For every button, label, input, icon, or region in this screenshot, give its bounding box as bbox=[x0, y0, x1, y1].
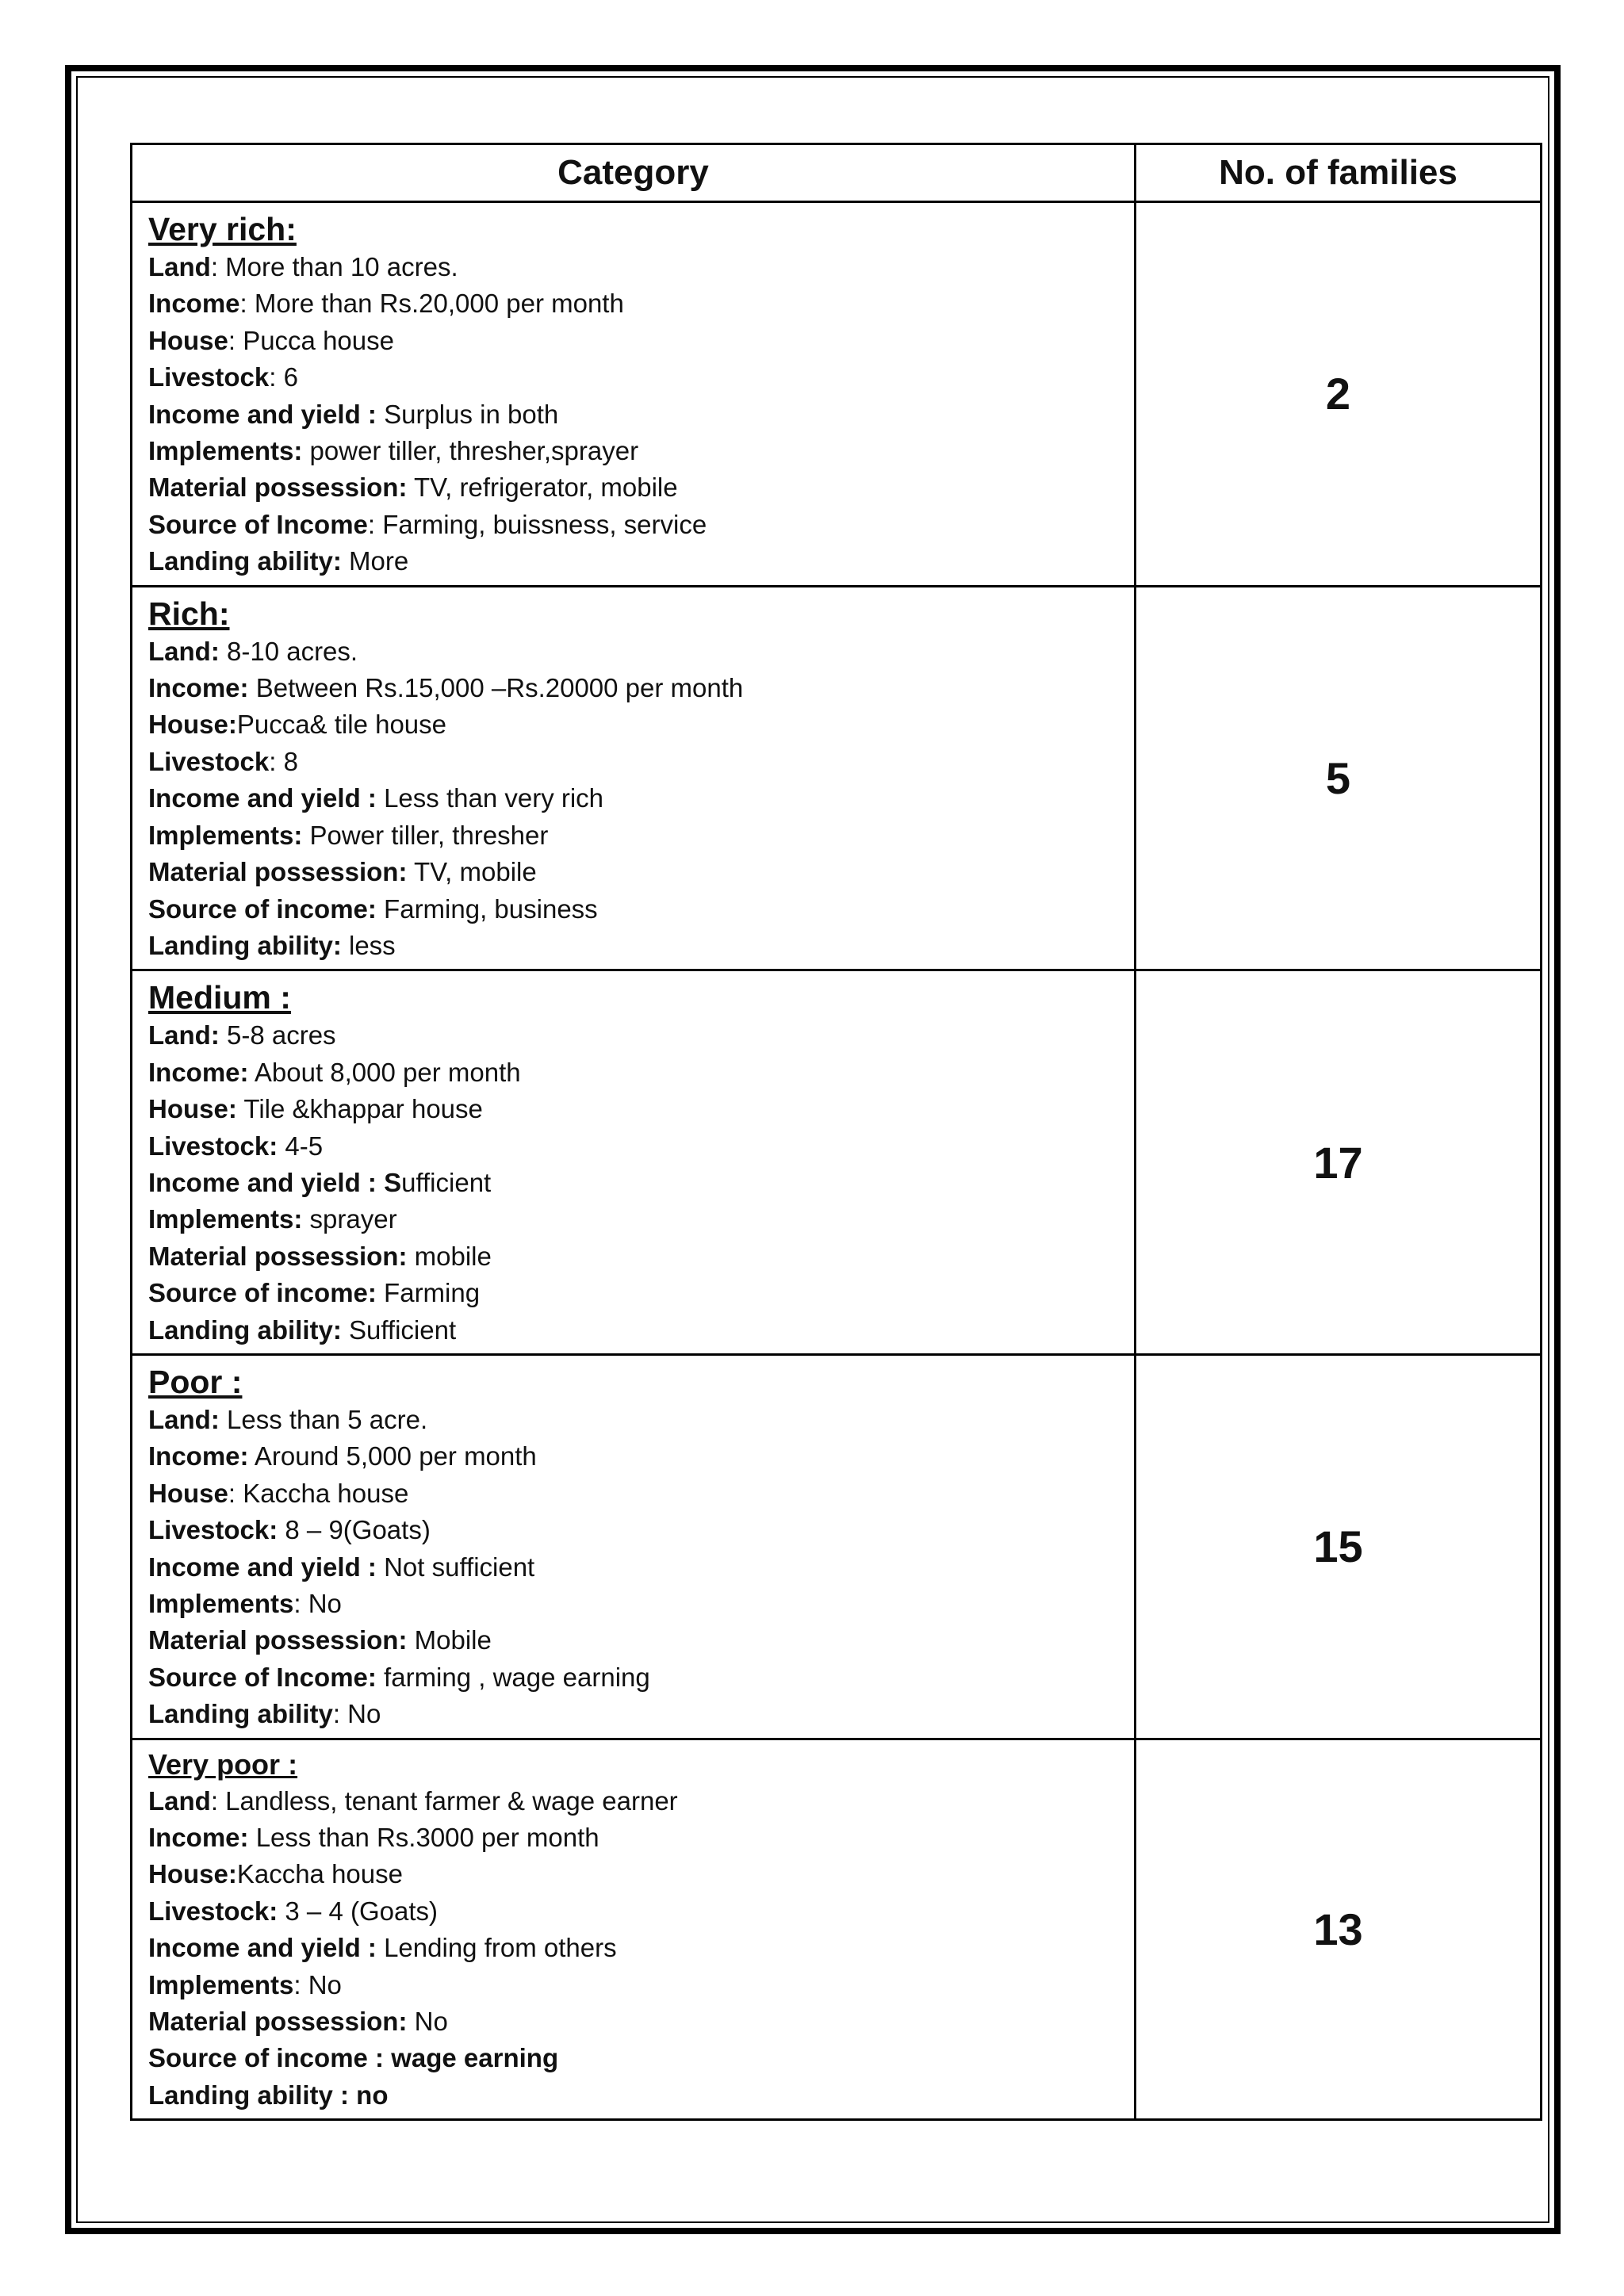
attribute-value: More bbox=[341, 546, 409, 576]
attribute-value: Less than very rich bbox=[376, 783, 604, 813]
category-cell bbox=[132, 202, 1136, 587]
attribute-value: Power tiller, thresher bbox=[302, 820, 549, 850]
attribute-value: Farming bbox=[376, 1278, 481, 1308]
attribute-value: Around 5,000 per month bbox=[248, 1441, 537, 1471]
attribute-key: House: bbox=[148, 1094, 237, 1124]
attribute-line bbox=[148, 543, 1134, 580]
attribute-line bbox=[148, 2040, 1134, 2076]
attribute-key: Income bbox=[148, 289, 240, 319]
families-count: 17 bbox=[1136, 970, 1542, 1355]
families-count: 13 bbox=[1136, 1739, 1542, 2120]
attribute-key: Livestock: bbox=[148, 1896, 278, 1926]
families-count: 15 bbox=[1136, 1354, 1542, 1739]
attribute-value: mobile bbox=[407, 1241, 492, 1271]
attribute-list bbox=[148, 1783, 1134, 2114]
attribute-line bbox=[148, 928, 1134, 964]
attribute-key: Implements bbox=[148, 1969, 294, 1999]
table-header-row bbox=[132, 144, 1542, 202]
attribute-value: : Kaccha house bbox=[228, 1478, 409, 1508]
attribute-line bbox=[148, 1017, 1134, 1054]
attribute-line bbox=[148, 633, 1134, 670]
attribute-line bbox=[148, 1856, 1134, 1892]
attribute-key: Land: bbox=[148, 1404, 220, 1434]
attribute-value: Sufficient bbox=[341, 1314, 457, 1345]
attribute-value: TV, mobile bbox=[407, 857, 537, 887]
attribute-key: Land: bbox=[148, 636, 220, 666]
attribute-value: Less than 5 acre. bbox=[219, 1404, 428, 1434]
attribute-key: Income: bbox=[148, 1057, 249, 1087]
table-row bbox=[132, 1354, 1542, 1739]
attribute-value: 4-5 bbox=[278, 1131, 324, 1161]
attribute-value: : 8 bbox=[269, 746, 298, 776]
attribute-line bbox=[148, 1165, 1134, 1201]
attribute-key: Livestock bbox=[148, 746, 270, 776]
attribute-line bbox=[148, 507, 1134, 543]
attribute-line bbox=[148, 1475, 1134, 1512]
attribute-key: Source of Income: bbox=[148, 1662, 377, 1692]
attribute-line bbox=[148, 396, 1134, 433]
attribute-key: Income: bbox=[148, 673, 249, 703]
attribute-key: Income and yield : bbox=[148, 1933, 377, 1963]
attribute-key: Material possession: bbox=[148, 473, 408, 503]
attribute-value: sprayer bbox=[302, 1204, 397, 1234]
attribute-key: Income and yield : S bbox=[148, 1167, 402, 1197]
attribute-key: Livestock bbox=[148, 362, 270, 392]
category-title: Very poor : bbox=[148, 1747, 298, 1781]
attribute-value: : 6 bbox=[269, 362, 298, 392]
attribute-line bbox=[148, 1201, 1134, 1238]
attribute-list bbox=[148, 1402, 1134, 1733]
attribute-key: Material possession: bbox=[148, 857, 408, 887]
attribute-key: Landing ability: bbox=[148, 1314, 342, 1345]
attribute-value: : Landless, tenant farmer & wage earner bbox=[210, 1785, 678, 1816]
attribute-line bbox=[148, 817, 1134, 854]
attribute-line bbox=[148, 359, 1134, 396]
attribute-line bbox=[148, 1967, 1134, 2003]
attribute-key: Landing ability : no bbox=[148, 2080, 389, 2110]
attribute-key: House bbox=[148, 325, 228, 355]
attribute-line bbox=[148, 1512, 1134, 1548]
attribute-key: Implements: bbox=[148, 1204, 303, 1234]
attribute-value: TV, refrigerator, mobile bbox=[407, 473, 678, 503]
attribute-line bbox=[148, 1930, 1134, 1966]
attribute-value: farming , wage earning bbox=[376, 1662, 650, 1692]
attribute-line bbox=[148, 670, 1134, 706]
attribute-line bbox=[148, 1275, 1134, 1311]
attribute-line bbox=[148, 854, 1134, 890]
attribute-key: Implements bbox=[148, 1589, 294, 1618]
table-row bbox=[132, 586, 1542, 970]
attribute-line bbox=[148, 2077, 1134, 2114]
attribute-value: Surplus in both bbox=[376, 399, 559, 429]
attribute-line bbox=[148, 1783, 1134, 1820]
attribute-key: House bbox=[148, 1478, 228, 1508]
category-title: Very rich: bbox=[148, 211, 297, 247]
attribute-line bbox=[148, 1128, 1134, 1165]
attribute-value: 3 – 4 (Goats) bbox=[278, 1896, 438, 1926]
attribute-line bbox=[148, 1402, 1134, 1438]
category-cell bbox=[132, 970, 1136, 1355]
attribute-value: Pucca& tile house bbox=[236, 710, 447, 740]
attribute-value: : No bbox=[332, 1699, 381, 1729]
attribute-key: House: bbox=[148, 710, 237, 740]
attribute-value: less bbox=[341, 930, 396, 960]
attribute-key: Land: bbox=[148, 1020, 220, 1050]
attribute-value: Farming, business bbox=[376, 894, 598, 924]
category-cell bbox=[132, 1739, 1136, 2120]
attribute-key: Income and yield : bbox=[148, 399, 377, 429]
attribute-key: Landing ability bbox=[148, 1699, 333, 1729]
attribute-line bbox=[148, 1586, 1134, 1622]
attribute-value: About 8,000 per month bbox=[248, 1057, 521, 1087]
attribute-key: Material possession: bbox=[148, 1241, 408, 1271]
attribute-list bbox=[148, 249, 1134, 580]
wealth-ranking-table bbox=[130, 143, 1542, 2121]
families-count: 5 bbox=[1136, 586, 1542, 970]
attribute-line bbox=[148, 1091, 1134, 1127]
attribute-value: Lending from others bbox=[376, 1933, 617, 1963]
attribute-value: : Pucca house bbox=[228, 325, 394, 355]
attribute-line bbox=[148, 1438, 1134, 1475]
attribute-value: 8 – 9(Goats) bbox=[278, 1515, 431, 1545]
attribute-key: Livestock: bbox=[148, 1515, 278, 1545]
attribute-line bbox=[148, 323, 1134, 359]
families-header: No. of families bbox=[1136, 144, 1542, 202]
attribute-line bbox=[148, 780, 1134, 817]
attribute-key: Livestock: bbox=[148, 1131, 278, 1161]
category-cell bbox=[132, 1354, 1136, 1739]
attribute-value: : Farming, buissness, service bbox=[367, 509, 707, 539]
attribute-key: Source of income: bbox=[148, 894, 377, 924]
attribute-line bbox=[148, 744, 1134, 780]
attribute-key: Landing ability: bbox=[148, 546, 342, 576]
attribute-value: ufficient bbox=[401, 1167, 492, 1197]
attribute-value: : More than 10 acres. bbox=[210, 252, 458, 281]
attribute-line bbox=[148, 1054, 1134, 1091]
attribute-key: House: bbox=[148, 1859, 237, 1889]
attribute-line bbox=[148, 891, 1134, 928]
attribute-key: Implements: bbox=[148, 820, 303, 850]
attribute-line bbox=[148, 706, 1134, 743]
attribute-key: Landing ability: bbox=[148, 930, 342, 960]
attribute-line bbox=[148, 1659, 1134, 1696]
attribute-key: Income: bbox=[148, 1823, 249, 1853]
attribute-value: Not sufficient bbox=[376, 1552, 535, 1582]
attribute-line bbox=[148, 249, 1134, 285]
attribute-line bbox=[148, 1820, 1134, 1856]
attribute-value: Mobile bbox=[407, 1625, 492, 1655]
attribute-list bbox=[148, 1017, 1134, 1349]
attribute-key: Source of Income bbox=[148, 509, 368, 539]
attribute-value: Between Rs.15,000 –Rs.20000 per month bbox=[248, 673, 744, 703]
attribute-list bbox=[148, 633, 1134, 965]
attribute-value: Less than Rs.3000 per month bbox=[248, 1823, 599, 1853]
attribute-key: Land bbox=[148, 1785, 211, 1816]
attribute-value: Tile &khappar house bbox=[236, 1094, 483, 1124]
table-row bbox=[132, 970, 1542, 1355]
attribute-value: 5-8 acres bbox=[219, 1020, 336, 1050]
attribute-key: Income and yield : bbox=[148, 1552, 377, 1582]
attribute-value: : More than Rs.20,000 per month bbox=[239, 289, 624, 319]
attribute-key: Income and yield : bbox=[148, 783, 377, 813]
attribute-line bbox=[148, 469, 1134, 506]
attribute-key: Material possession: bbox=[148, 2007, 408, 2037]
category-title: Rich: bbox=[148, 595, 230, 632]
attribute-line bbox=[148, 1696, 1134, 1732]
attribute-key: Source of income : wage earning bbox=[148, 2043, 559, 2073]
table-row bbox=[132, 202, 1542, 587]
attribute-key: Land bbox=[148, 252, 211, 281]
category-header: Category bbox=[132, 144, 1136, 202]
attribute-key: Source of income: bbox=[148, 1278, 377, 1308]
attribute-key: Material possession: bbox=[148, 1625, 408, 1655]
attribute-line bbox=[148, 2003, 1134, 2040]
attribute-line bbox=[148, 1549, 1134, 1586]
attribute-line bbox=[148, 1238, 1134, 1275]
category-cell bbox=[132, 586, 1136, 970]
attribute-value: 8-10 acres. bbox=[219, 636, 358, 666]
table-row bbox=[132, 1739, 1542, 2120]
attribute-line bbox=[148, 1312, 1134, 1349]
attribute-value: No bbox=[407, 2007, 448, 2037]
attribute-line bbox=[148, 1622, 1134, 1659]
attribute-key: Income: bbox=[148, 1441, 249, 1471]
attribute-line bbox=[148, 1893, 1134, 1930]
attribute-value: : No bbox=[293, 1589, 342, 1618]
attribute-value: : No bbox=[293, 1969, 342, 1999]
attribute-key: Implements: bbox=[148, 436, 303, 466]
attribute-line bbox=[148, 433, 1134, 469]
attribute-line bbox=[148, 285, 1134, 322]
category-title: Poor : bbox=[148, 1363, 243, 1400]
category-title: Medium : bbox=[148, 979, 291, 1016]
families-count: 2 bbox=[1136, 202, 1542, 587]
attribute-value: power tiller, thresher,sprayer bbox=[302, 436, 639, 466]
attribute-value: Kaccha house bbox=[236, 1859, 403, 1889]
